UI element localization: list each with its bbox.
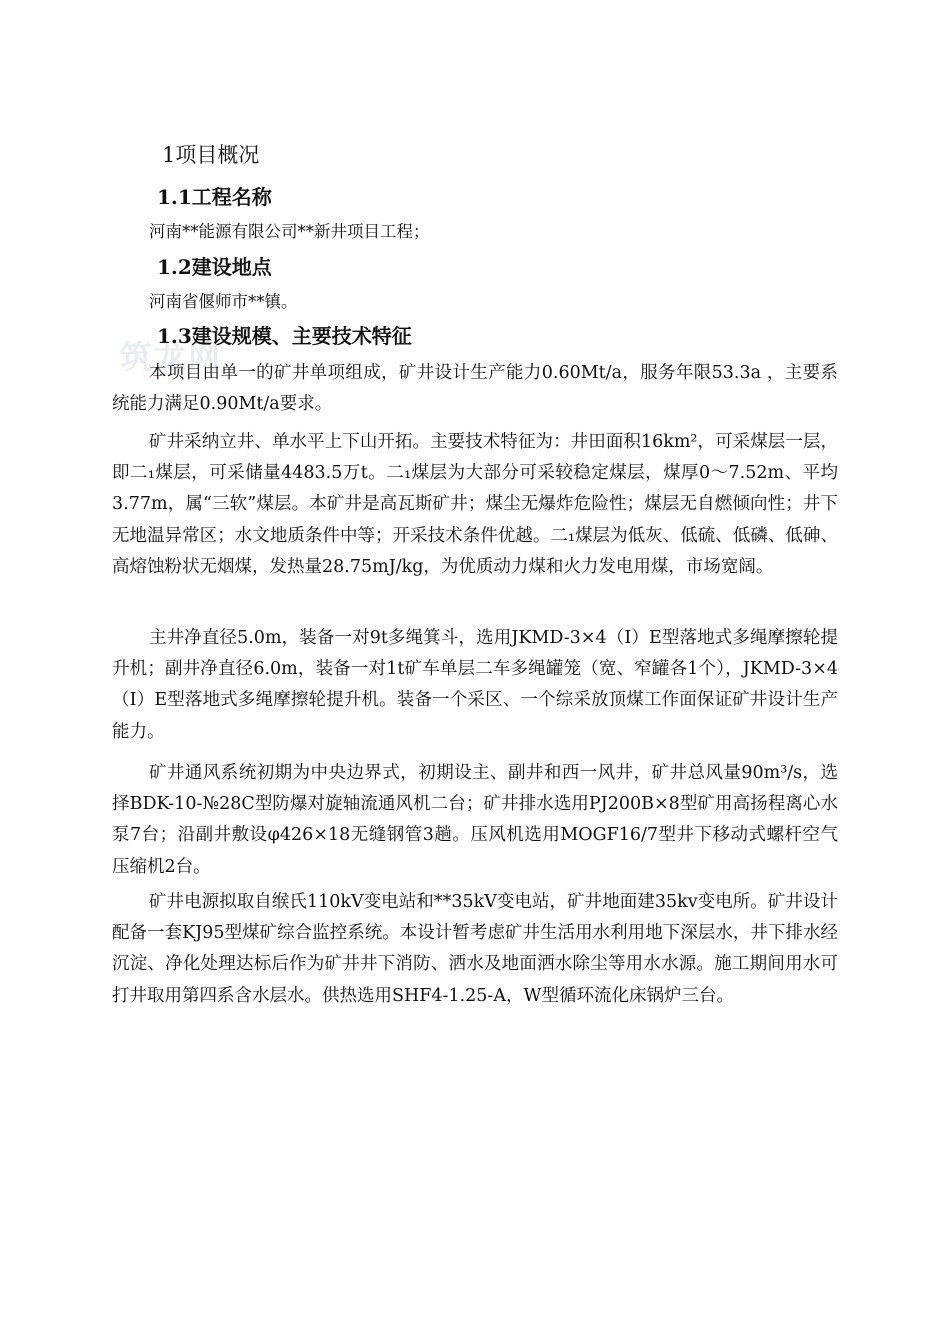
section-heading-1: 1项目概况: [162, 143, 260, 167]
paragraph-technical-features: 矿井采纳立井、单水平上下山开拓。主要技术特征为：井田面积16km²，可采煤层一层，即二₁煤层，可采储量4483.5万t。二₁煤层为大部分可采较稳定煤层，煤厚0～7.52m、平均3.77m，属“三软”煤层。本矿井是高瓦斯矿井；煤尘无爆炸危险性；煤层无自燃倾向性；井下无地温异常区；水文地质条件中等；开采技术条件优越。二₁煤层为低灰、低硫、低磷、低砷、高熔蚀粉状无烟煤，发热量28.75mJ/kg，为优质动力煤和火力发电用煤，市场宽阔。: [112, 432, 838, 577]
paragraph-scale: 本项目由单一的矿井单项组成，矿井设计生产能力0.60Mt/a，服务年限53.3a ，主要系统能力满足0.90Mt/a要求。: [112, 363, 838, 415]
section-heading-1-2: 1.2建设地点: [157, 255, 272, 279]
watermark: 筑龙网: [120, 338, 223, 376]
project-name-line: 河南**能源有限公司**新井项目工程；: [149, 222, 430, 241]
paragraph-power-water: 矿井电源拟取自缑氏110kV变电站和**35kV变电站，矿井地面建35kv变电所。矿井设计配备一套KJ95型煤矿综合监控系统。本设计暂考虑矿井生活用水利用地下深层水，井下排水经沉淀、净化处理达标后作为矿井井下消防、洒水及地面洒水除尘等用水水源。施工期间用水可打井取用第四系含水层水。供热选用SHF4-1.25-A，W型循环流化床锅炉三台。: [112, 892, 838, 1006]
paragraph-hoisting: 主井净直径5.0m，装备一对9t多绳箕斗，选用JKMD-3×4（I）E型落地式多绳摩擦轮提升机；副井净直径6.0m，装备一对1t矿车单层二车多绳罐笼（宽、窄罐各1个），JKMD-3×4（I）E型落地式多绳摩擦轮提升机。装备一个采区、一个综采放顶煤工作面保证矿井设计生产能力。: [112, 628, 838, 742]
paragraph-ventilation: 矿井通风系统初期为中央边界式，初期设主、副井和西一风井，矿井总风量90m³/s，选择BDK-10-№28C型防爆对旋轴流通风机二台；矿井排水选用PJ200B×8型矿用高扬程离心水泵7台；沿副井敷设φ426×18无缝钢管3趟。压风机选用MOGF16/7型井下移动式螺杆空气压缩机2台。: [112, 763, 838, 877]
section-heading-1-3: 1.3建设规模、主要技术特征: [157, 324, 412, 348]
section-heading-1-1: 1.1工程名称: [157, 185, 272, 209]
location-line: 河南省偃师市**镇。: [149, 292, 298, 311]
